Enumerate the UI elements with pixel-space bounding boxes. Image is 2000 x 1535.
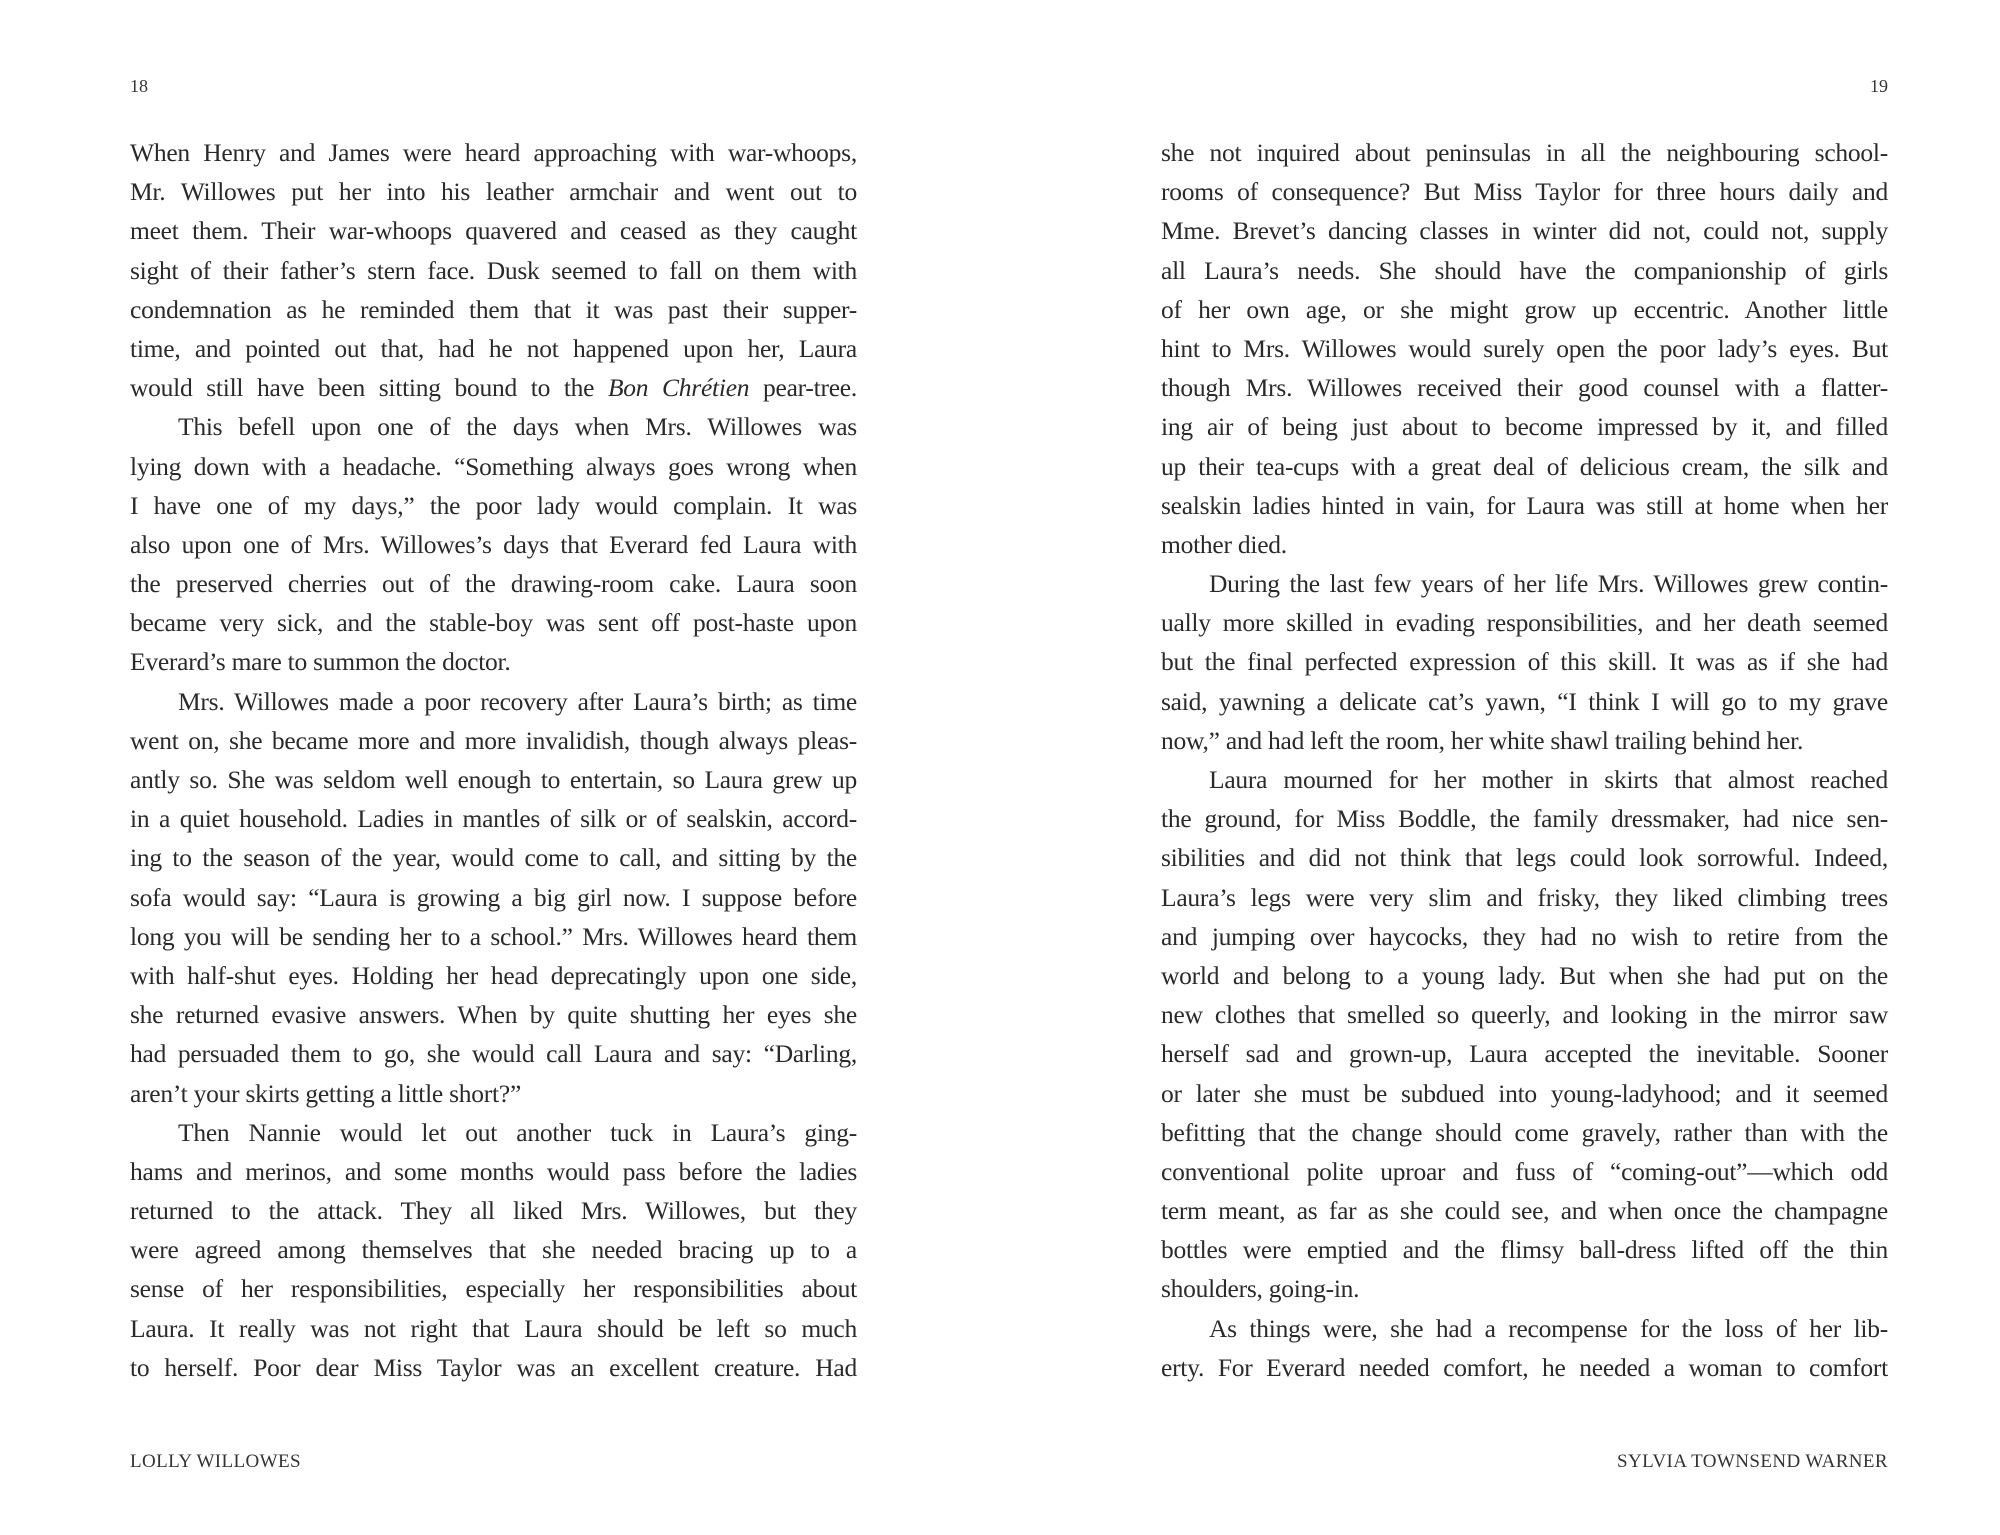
text-line: Mme. Brevet’s dancing classes in winter did not, could not, supply <box>1161 216 1888 246</box>
text-line <box>130 368 857 407</box>
text-line: When Henry and James were heard approaching with war-whoops, <box>130 138 857 167</box>
text-line: but the final perfected expression of this skill. It was as if she had <box>1161 647 1888 677</box>
text-line: sight of their father’s stern face. Dusk seemed to fall on them with <box>130 255 857 285</box>
text-line: condemnation as he reminded them that it was past their supper- <box>130 294 857 324</box>
text-line: Then Nannie would let out another tuck in Laura’s ging- <box>178 1117 857 1147</box>
text-line: became very sick, and the stable-boy was sent off post-haste upon <box>130 608 857 638</box>
text-line: Laura. It really was not right that Laura should be left so much <box>130 1313 857 1343</box>
text-line: sealskin ladies hinted in vain, for Laura was still at home when her <box>1161 490 1888 520</box>
text-line: and jumping over haycocks, they had no wish to retire from the <box>1161 921 1888 951</box>
text-line: the ground, for Miss Boddle, the family dressmaker, had nice sen- <box>1161 804 1888 834</box>
text-run: would still have been sitting bound to the <box>130 373 608 403</box>
running-foot-author: SYLVIA TOWNSEND WARNER <box>1617 1451 1888 1472</box>
text-line: hams and merinos, and some months would pass before the ladies <box>130 1156 857 1186</box>
text-line: new clothes that smelled so queerly, and looking in the mirror saw <box>1161 1000 1888 1030</box>
text-line: sofa would say: “Laura is growing a big girl now. I suppose before <box>130 882 857 912</box>
text-line: ually more skilled in evading responsibilities, and her death seemed <box>1161 608 1888 638</box>
text-line: rooms of consequence? But Miss Taylor for three hours daily and <box>1161 177 1888 207</box>
text-line: erty. For Everard needed comfort, he needed a woman to comfort <box>1161 1352 1888 1382</box>
text-line: shoulders, going-in. <box>1161 1274 1360 1304</box>
text-line: were agreed among themselves that she needed bracing up to a <box>130 1235 857 1265</box>
text-line: all Laura’s needs. She should have the companionship of girls <box>1161 255 1888 285</box>
text-line: she not inquired about peninsulas in all the neighbouring school- <box>1161 138 1888 167</box>
text-line: Everard’s mare to summon the doctor. <box>130 647 511 677</box>
text-line: I have one of my days,” the poor lady would complain. It was <box>130 490 857 520</box>
text-line: As things were, she had a recompense for the loss of her lib- <box>1209 1313 1888 1343</box>
text-line: up their tea-cups with a great deal of delicious cream, the silk and <box>1161 451 1888 481</box>
text-run: pear-tree. <box>749 373 857 403</box>
text-line: ing to the season of the year, would come to call, and sitting by the <box>130 843 857 873</box>
text-line: ing air of being just about to become impressed by it, and filled <box>1161 412 1888 442</box>
text-line: sense of her responsibilities, especially her responsibilities about <box>130 1274 857 1304</box>
running-foot-book-title: LOLLY WILLOWES <box>130 1451 301 1472</box>
text-line: conventional polite uproar and fuss of “coming-out”—which odd <box>1161 1156 1888 1186</box>
text-line: time, and pointed out that, had he not happened upon her, Laura <box>130 333 857 363</box>
text-line: returned to the attack. They all liked Mrs. Willowes, but they <box>130 1196 857 1226</box>
italic-title: Bon Chrétien <box>607 373 750 403</box>
text-line: mother died. <box>1161 529 1287 559</box>
text-line: went on, she became more and more invalidish, though always pleas- <box>130 725 857 755</box>
text-line: herself sad and grown-up, Laura accepted the inevitable. Sooner <box>1161 1039 1888 1069</box>
text-line: This befell upon one of the days when Mrs. Willowes was <box>178 412 857 442</box>
text-line: Laura’s legs were very slim and frisky, they liked climbing trees <box>1161 882 1888 912</box>
text-line: hint to Mrs. Willowes would surely open the poor lady’s eyes. But <box>1161 333 1888 363</box>
text-line: of her own age, or she might grow up eccentric. Another little <box>1161 294 1888 324</box>
text-line: in a quiet household. Ladies in mantles of silk or of sealskin, accord- <box>130 804 857 834</box>
text-line: the preserved cherries out of the drawing-room cake. Laura soon <box>130 569 857 599</box>
text-line: Mr. Willowes put her into his leather armchair and went out to <box>130 177 857 207</box>
text-line: meet them. Their war-whoops quavered and ceased as they caught <box>130 216 857 246</box>
text-line: befitting that the change should come gravely, rather than with the <box>1161 1117 1888 1147</box>
text-line: though Mrs. Willowes received their good counsel with a flatter- <box>1161 373 1888 403</box>
text-line: to herself. Poor dear Miss Taylor was an excellent creature. Had <box>130 1352 857 1382</box>
text-line: now,” and had left the room, her white shawl trailing behind her. <box>1161 725 1804 755</box>
page-number: 19 <box>1870 76 1888 96</box>
text-line: had persuaded them to go, she would call Laura and say: “Darling, <box>130 1039 857 1069</box>
left-page <box>130 0 857 1535</box>
text-line: lying down with a headache. “Something always goes wrong when <box>130 451 857 481</box>
text-line: world and belong to a young lady. But when she had put on the <box>1161 960 1888 990</box>
text-line: said, yawning a delicate cat’s yawn, “I think I will go to my grave <box>1161 686 1888 716</box>
text-line: or later she must be subdued into young-ladyhood; and it seemed <box>1161 1078 1888 1108</box>
text-line: sibilities and did not think that legs could look sorrowful. Indeed, <box>1161 843 1888 873</box>
text-line: term meant, as far as she could see, and when once the champagne <box>1161 1196 1888 1226</box>
text-line: During the last few years of her life Mrs. Willowes grew contin- <box>1209 569 1888 599</box>
text-line: bottles were emptied and the flimsy ball-dress lifted off the thin <box>1161 1235 1888 1265</box>
text-line: Mrs. Willowes made a poor recovery after Laura’s birth; as time <box>178 686 857 716</box>
body-text <box>1161 133 1888 1387</box>
text-line: also upon one of Mrs. Willowes’s days that Everard fed Laura with <box>130 529 857 559</box>
body-text <box>130 133 857 1387</box>
right-page <box>1161 0 1888 1535</box>
text-line: antly so. She was seldom well enough to entertain, so Laura grew up <box>130 765 857 794</box>
text-line: she returned evasive answers. When by quite shutting her eyes she <box>130 1000 857 1030</box>
page-number: 18 <box>130 76 148 96</box>
text-line: with half-shut eyes. Holding her head deprecatingly upon one side, <box>130 960 857 990</box>
text-line: Laura mourned for her mother in skirts that almost reached <box>1209 765 1888 794</box>
text-line: long you will be sending her to a school.” Mrs. Willowes heard them <box>130 921 857 951</box>
text-line: aren’t your skirts getting a little short?” <box>130 1078 522 1108</box>
